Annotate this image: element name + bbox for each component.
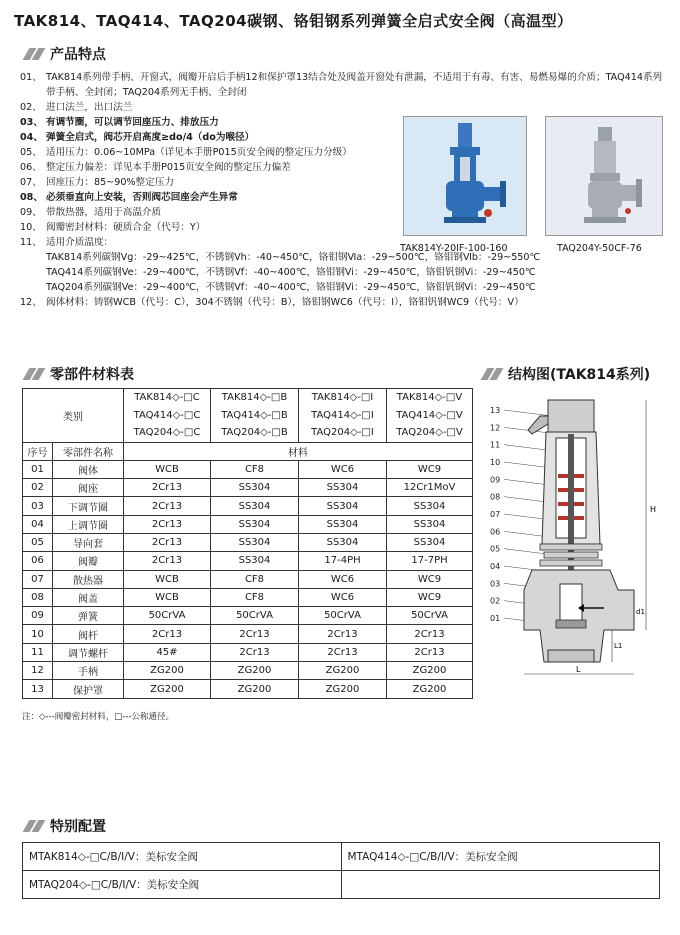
material-cell: 50CrVA [211,607,299,625]
part-name: 散热器 [53,570,124,588]
callout-label: 03 [490,579,501,589]
part-number: 08 [23,588,53,606]
part-number: 09 [23,607,53,625]
material-cell: WC9 [387,588,473,606]
part-number: 05 [23,533,53,551]
material-cell: 2Cr13 [124,497,211,515]
section-features-heading [22,44,106,64]
part-number: 06 [23,552,53,570]
material-cell: WCB [124,460,211,478]
material-cell: 2Cr13 [299,625,387,643]
section-features-label: 产品特点 [50,47,106,63]
material-cell: 17-4PH [299,552,387,570]
part-name: 阀盖 [53,588,124,606]
section-marker-icon [22,48,42,60]
material-cell: SS304 [299,533,387,551]
material-cell: WC9 [387,570,473,588]
feature-item: 09、 带散热器，适用于高温介质 [20,207,162,218]
table-row [23,843,660,871]
part-number: 04 [23,515,53,533]
material-cell: 2Cr13 [124,625,211,643]
valve-photo-grey [546,117,662,235]
material-cell: 2Cr13 [211,643,299,661]
structure-diagram [484,394,664,684]
material-cell: SS304 [387,515,473,533]
table-row [23,497,473,515]
section-materials-heading [22,364,134,384]
section-materials-label: 零部件材料表 [50,367,134,383]
callout-label: 01 [490,614,501,623]
material-cell: 17-7PH [387,552,473,570]
callout-label: 04 [490,562,501,571]
material-cell: WC6 [299,588,387,606]
part-number: 11 [23,643,53,661]
callout-label: 09 [490,475,501,485]
feature-item: 06、 整定压力偏差：详见本手册P015页安全阀的整定压力偏差 [20,162,291,173]
section-structure-label: 结构图(TAK814系列) [508,367,651,383]
model-group-b: TAK814◇-□B TAQ414◇-□B TAQ204◇-□B [211,389,299,443]
feature-item: 05、 适用压力：0.06~10MPa（详见本手册P015页安全阀的整定压力分级） [20,147,352,158]
table-row [23,588,473,606]
part-name: 导向套 [53,533,124,551]
product-photo-taq204 [545,116,663,236]
material-cell: SS304 [387,533,473,551]
header-no: 序号 [23,442,53,460]
material-cell: SS304 [211,533,299,551]
callout-label: 12 [490,423,501,433]
category-label: 类别 [23,389,124,443]
material-cell: 2Cr13 [387,643,473,661]
material-cell: ZG200 [211,680,299,698]
material-cell: 50CrVA [387,607,473,625]
callout-label: 02 [490,596,501,606]
material-cell: SS304 [211,497,299,515]
callout-label: 07 [490,510,501,519]
material-cell: 50CrVA [124,607,211,625]
table-row [23,570,473,588]
model-group-c: TAK814◇-□C TAQ414◇-□C TAQ204◇-□C [124,389,211,443]
part-name: 手柄 [53,662,124,680]
feature-item: 10、 阀瓣密封材料：硬质合金（代号：Y） [20,222,206,233]
section-marker-icon [480,368,500,380]
callout-leader [504,445,552,451]
part-name: 下调节圈 [53,497,124,515]
dim-l-label: L [576,665,581,674]
material-cell: 2Cr13 [299,643,387,661]
material-cell: ZG200 [124,680,211,698]
part-name: 阀杆 [53,625,124,643]
feature-item: 03、 有调节圈，可以调节回座压力、排放压力 [20,117,219,128]
feature-item: 04、 弹簧全启式，阀芯开启高度≥do/4（do为喉径） [20,132,255,143]
part-number: 12 [23,662,53,680]
product-photo-tak814 [403,116,527,236]
table-header-row [23,442,473,460]
table-row [23,625,473,643]
dim-l1-label: L1 [614,642,623,650]
material-cell: SS304 [387,497,473,515]
material-cell: ZG200 [299,662,387,680]
materials-table [22,388,473,699]
part-name: 弹簧 [53,607,124,625]
table-row [23,479,473,497]
material-cell: CF8 [211,588,299,606]
table-row [23,680,473,698]
material-cell: WC9 [387,460,473,478]
dim-h-label: H [650,505,657,514]
product-photo-caption: TAQ204Y-50CF-76 [557,243,642,254]
material-cell: 2Cr13 [124,515,211,533]
valve-photo-blue [404,117,526,235]
material-cell: ZG200 [124,662,211,680]
special-config-item: MTAQ414◇-□C/B/I/V：美标安全阀 [341,843,660,871]
model-group-v: TAK814◇-□V TAQ414◇-□V TAQ204◇-□V [387,389,473,443]
part-name: 阀座 [53,479,124,497]
material-cell: ZG200 [387,680,473,698]
callout-leader [504,410,552,416]
material-cell: CF8 [211,460,299,478]
part-number: 07 [23,570,53,588]
material-cell: CF8 [211,570,299,588]
temperature-line: TAQ204系列碳钢Ve：-29~400℃，不锈钢Vf：-40~400℃，铬钼钢Vi：-29~450℃，铬钼钒钢Vi：-29~450℃ [46,282,536,293]
temperature-line: TAK814系列碳钢Vg：-29~425℃，不锈钢Vh：-40~450℃，铬钼钢Ⅵa：-29~500℃，铬钼钢Ⅵb：-29~550℃ [46,252,541,263]
table-row [23,871,660,899]
table-header-row [23,389,473,443]
part-name: 调节螺杆 [53,643,124,661]
material-cell: SS304 [299,515,387,533]
callout-label: 08 [490,492,501,502]
part-number: 02 [23,479,53,497]
material-cell: 2Cr13 [387,625,473,643]
feature-item: 12、 阀体材料：铸钢WCB（代号：C），304不锈钢（代号：B），铬钼钢WC6（代号：I），铬钼钒钢WC9（代号：V） [20,297,524,308]
material-cell: WC6 [299,460,387,478]
callout-label: 05 [490,544,501,554]
special-config-item: MTAK814◇-□C/B/I/V：美标安全阀 [23,843,342,871]
table-row [23,460,473,478]
part-name: 保护罩 [53,680,124,698]
special-config-item: MTAQ204◇-□C/B/I/V：美标安全阀 [23,871,342,899]
callout-label: 06 [490,527,501,537]
table-row [23,607,473,625]
part-number: 01 [23,460,53,478]
part-number: 03 [23,497,53,515]
material-cell: 2Cr13 [124,552,211,570]
table-row [23,533,473,551]
material-cell: ZG200 [299,680,387,698]
temperature-line: TAQ414系列碳钢Ve：-29~400℃，不锈钢Vf：-40~400℃，铬钼钢Vi：-29~450℃，铬钼钒钢Vi：-29~450℃ [46,267,536,278]
section-special-heading [22,816,106,836]
part-name: 阀体 [53,460,124,478]
callout-label: 10 [490,458,501,467]
page-title: TAK814、TAQ414、TAQ204碳钢、铬钼钢系列弹簧全启式安全阀（高温型） [14,12,573,30]
material-cell: SS304 [211,479,299,497]
callout-label: 13 [490,406,501,415]
special-config-item [341,871,660,899]
table-row [23,662,473,680]
material-cell: 50CrVA [299,607,387,625]
material-cell: 45# [124,643,211,661]
special-config-table [22,842,660,899]
table-row [23,552,473,570]
feature-item: 01、 TAK814系列带手柄、开窗式，阀瓣开启后手柄12和保护罩13结合处及阀盖开窗处有泄漏，不适用于有毒、有害、易燃易爆的介质；TAQ414系列带手柄、全封闭；TAQ204系列无手柄、全封闭 [20,72,663,98]
material-cell: ZG200 [211,662,299,680]
section-structure-heading [480,364,650,384]
material-cell: WC6 [299,570,387,588]
section-special-label: 特别配置 [50,819,106,835]
part-number: 10 [23,625,53,643]
feature-item: 08、 必须垂直向上安装，否则阀芯回座会产生异常 [20,192,238,203]
table-row [23,515,473,533]
material-cell: 2Cr13 [211,625,299,643]
material-cell: 2Cr13 [124,479,211,497]
feature-item: 11、 适用介质温度： [20,237,114,248]
material-cell: 2Cr13 [124,533,211,551]
section-marker-icon [22,368,42,380]
table-note: 注：◇---阀瓣密封材料，□---公称通径。 [22,712,174,722]
part-number: 13 [23,680,53,698]
header-materials: 材料 [124,442,473,460]
part-name: 上调节圈 [53,515,124,533]
table-row [23,643,473,661]
model-group-i: TAK814◇-□I TAQ414◇-□I TAQ204◇-□I [299,389,387,443]
part-name: 阀瓣 [53,552,124,570]
dim-d1-label: d1 [636,608,645,616]
product-photo-caption: TAK814Y-20IF-100-160 [400,243,508,254]
material-cell: SS304 [211,552,299,570]
material-cell: SS304 [211,515,299,533]
callout-label: 11 [490,440,501,450]
feature-item: 02、 进口法兰，出口法兰 [20,102,133,113]
feature-item: 07、 回座压力：85~90%整定压力 [20,177,174,188]
material-cell: 12Cr1MoV [387,479,473,497]
material-cell: WCB [124,570,211,588]
material-cell: ZG200 [387,662,473,680]
header-part-name: 零部件名称 [53,442,124,460]
material-cell: WCB [124,588,211,606]
material-cell: SS304 [299,479,387,497]
material-cell: SS304 [299,497,387,515]
section-marker-icon [22,820,42,832]
